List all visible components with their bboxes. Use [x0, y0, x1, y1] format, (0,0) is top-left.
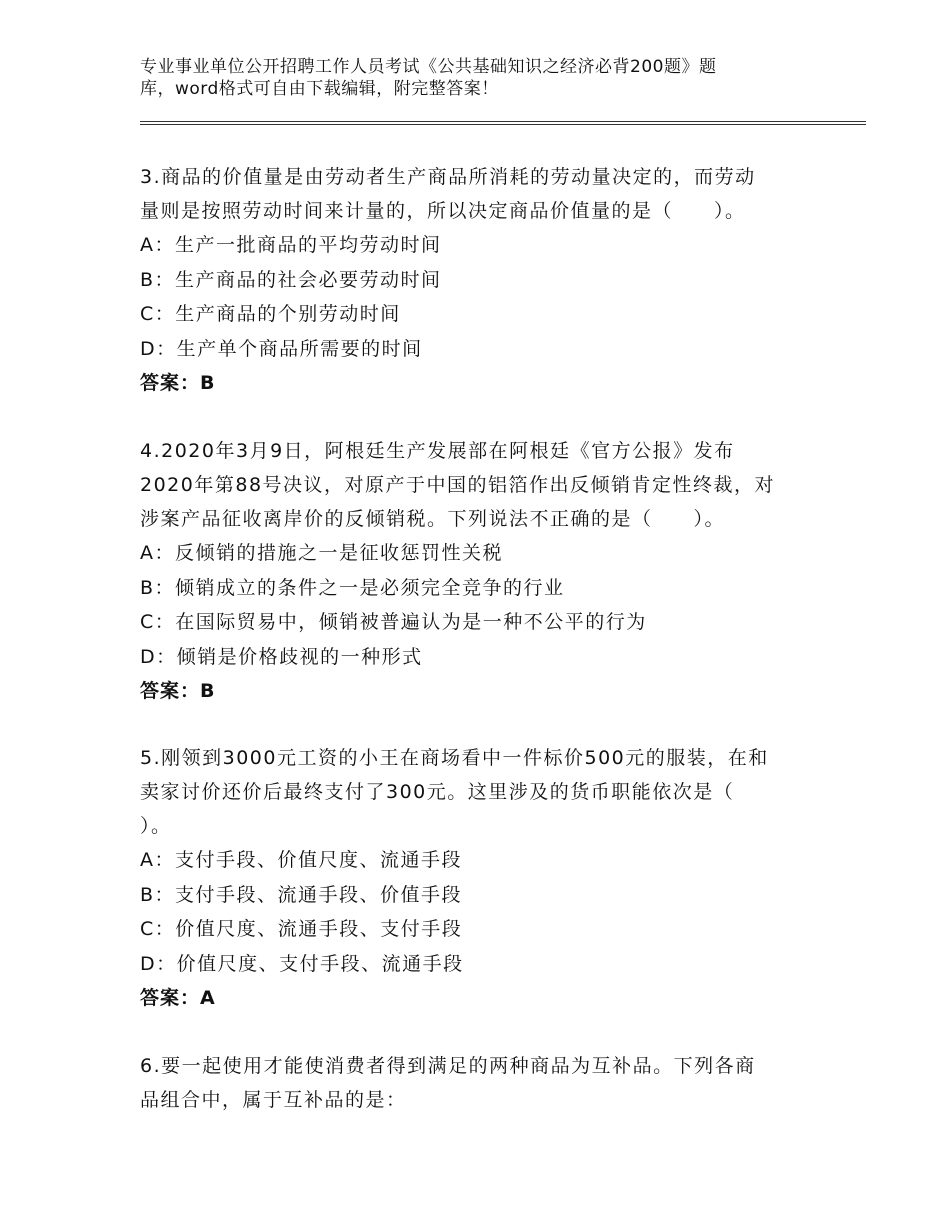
question-6 — [140, 1049, 820, 1117]
question-stem-line: 2020年第88号决议，对原产于中国的铝箔作出反倾销肯定性终裁，对 — [140, 474, 776, 496]
document-header — [140, 56, 860, 100]
header-divider — [140, 121, 866, 125]
header-line-2: 库，word格式可自由下载编辑，附完整答案！ — [140, 79, 499, 99]
option-b: B：倾销成立的条件之一是必须完全竞争的行业 — [140, 576, 565, 599]
answer-line: 答案：B — [140, 680, 216, 702]
option-c: C：生产商品的个别劳动时间 — [140, 303, 401, 325]
option-d: D：倾销是价格歧视的一种形式 — [140, 645, 423, 668]
option-d: D：价值尺度、支付手段、流通手段 — [140, 952, 464, 975]
header-line-1: 专业事业单位公开招聘工作人员考试《公共基础知识之经济必背200题》题 — [140, 57, 717, 77]
question-4 — [140, 434, 820, 708]
question-stem-line: 4.2020年3月9日，阿根廷生产发展部在阿根廷《官方公报》发布 — [140, 440, 735, 462]
question-5 — [140, 741, 820, 1015]
question-stem-line: 量则是按照劳动时间来计量的，所以决定商品价值量的是（ ）。 — [140, 200, 746, 222]
option-a: A：生产一批商品的平均劳动时间 — [140, 234, 442, 256]
question-stem-line: 品组合中，属于互补品的是： — [140, 1089, 407, 1111]
question-stem-line: 6.要一起使用才能使消费者得到满足的两种商品为互补品。下列各商 — [140, 1055, 756, 1077]
question-stem-line: 3.商品的价值量是由劳动者生产商品所消耗的劳动量决定的，而劳动 — [140, 166, 756, 188]
question-3 — [140, 160, 820, 400]
question-stem-line: 卖家讨价还价后最终支付了300元。这里涉及的货币职能依次是（ — [140, 781, 735, 803]
option-b: B：支付手段、流通手段、价值手段 — [140, 883, 463, 906]
question-stem-line: ）。 — [140, 815, 172, 837]
question-stem-line: 涉案产品征收离岸价的反倾销税。下列说法不正确的是（ ）。 — [140, 508, 726, 530]
option-c: C：价值尺度、流通手段、支付手段 — [140, 918, 463, 940]
option-c: C：在国际贸易中，倾销被普遍认为是一种不公平的行为 — [140, 611, 647, 633]
answer-line: 答案：A — [140, 987, 216, 1009]
option-d: D：生产单个商品所需要的时间 — [140, 337, 423, 360]
answer-line: 答案：B — [140, 372, 216, 394]
question-stem-line: 5.刚领到3000元工资的小王在商场看中一件标价500元的服装，在和 — [140, 747, 769, 769]
option-a: A：反倾销的措施之一是征收惩罚性关税 — [140, 542, 503, 564]
option-b: B：生产商品的社会必要劳动时间 — [140, 268, 442, 291]
option-a: A：支付手段、价值尺度、流通手段 — [140, 849, 462, 871]
